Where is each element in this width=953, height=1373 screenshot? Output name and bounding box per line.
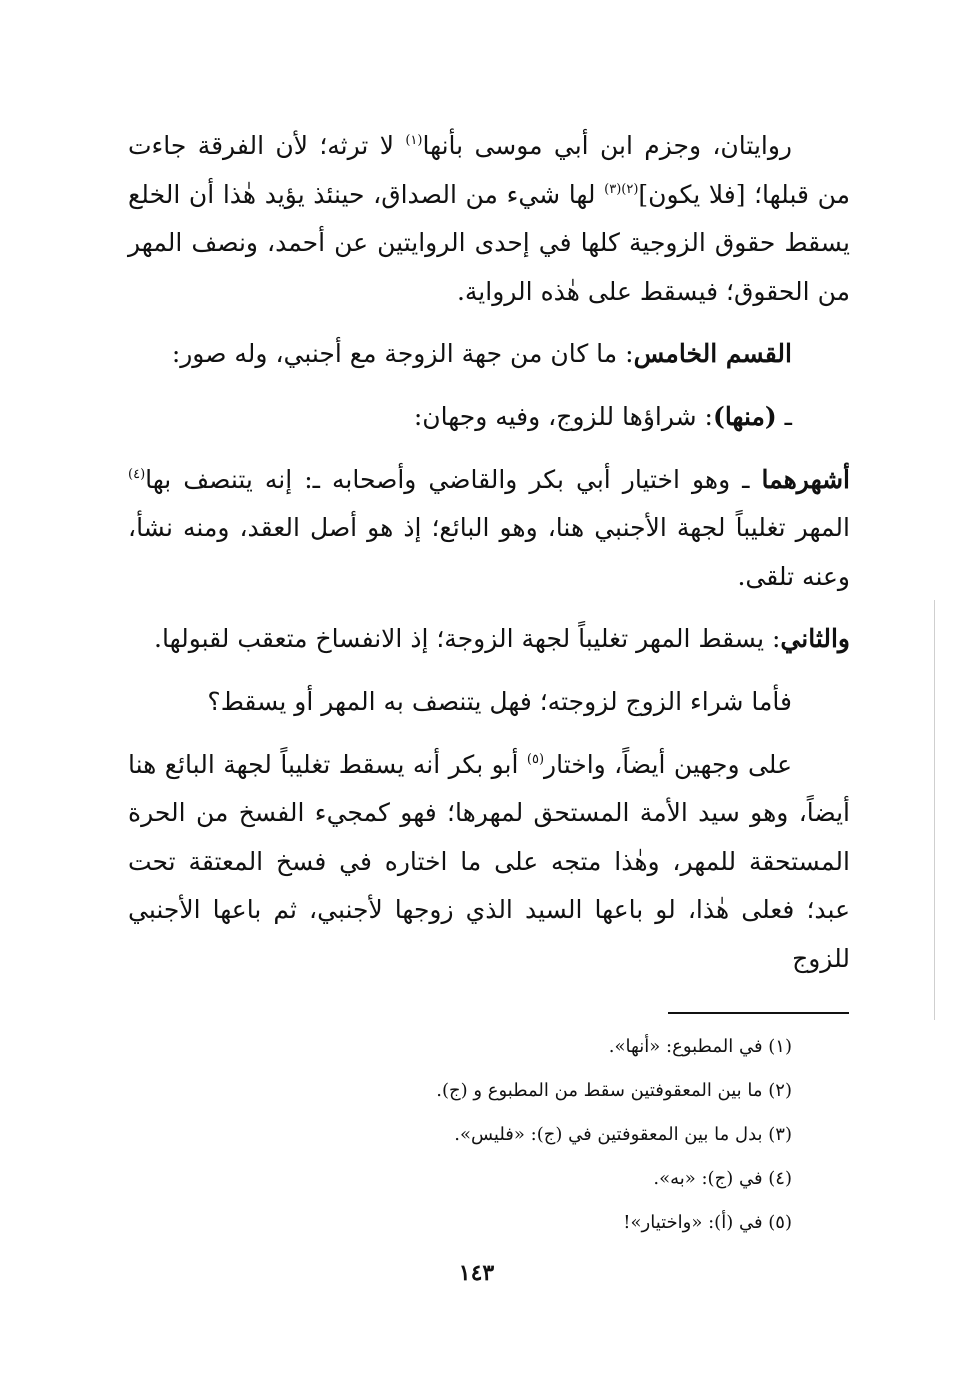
paragraph-3 <box>128 393 850 442</box>
paragraph-4-text-b: المهر تغليباً لجهة الأجنبي هنا، وهو البائع؛ إذ هو أصل العقد، ومنه نشأ، وعنه تلقى. <box>128 513 850 591</box>
paragraph-4 <box>128 456 850 602</box>
footnote-ref-2-3: (٢)(٣) <box>604 181 639 197</box>
label-minha: (منها) <box>712 401 777 431</box>
footnotes <box>128 1025 792 1245</box>
section-heading-fifth: القسم الخامس <box>633 339 792 369</box>
paragraph-1-text-a: روايتان، وجزم ابن أبي موسى بأنها <box>422 131 792 160</box>
paragraph-5 <box>128 615 850 664</box>
paragraph-7-text-a: على وجهين أيضاً، واختار <box>544 749 792 779</box>
footnote-ref-5: (٥) <box>526 751 545 767</box>
paragraph-3-dash: ـ <box>776 401 792 431</box>
footnote-3: (٣) بدل ما بين المعقوفتين في (ج): «فليس». <box>454 1124 792 1145</box>
paragraph-4-text-a: ـ وهو اختيار أبي بكر والقاضي وأصحابه ـ: إنه يتنصف بها <box>145 464 762 494</box>
paragraph-6-text: فأما شراء الزوج لزوجته؛ فهل يتنصف به المهر أو يسقط؟ <box>207 686 792 716</box>
paragraph-2-text: : ما كان من جهة الزوجة مع أجنبي، وله صور: <box>171 339 634 369</box>
footnote-2: (٢) ما بين المعقوفتين سقط من المطبوع و (ج). <box>436 1080 792 1101</box>
footnote-1: (١) في المطبوع: «أنها». <box>608 1036 792 1057</box>
paragraph-1 <box>128 122 850 316</box>
scan-edge-line <box>934 600 935 1020</box>
paragraph-2 <box>128 330 850 379</box>
label-ashharuhuma: أشهرهما <box>761 464 850 494</box>
paragraph-7-text-b: أبو بكر أنه يسقط تغليباً لجهة البائع هنا أيضاً، وهو سيد الأمة المستحق لمهرها؛ فهو كمجيء الفسخ من الحرة المستحقة للمهر، وهٰذا متجه على ما اختاره في فسخ المعتقة تحت عبد؛ فعلى هٰذا، لو باعها السيد الذي زوجها لأجنبي، ثم باعها الأجنبي للزوج <box>128 749 850 973</box>
paragraph-7 <box>128 741 850 984</box>
paragraph-3-text: : شراؤها للزوج، وفيه وجهان: <box>413 401 713 431</box>
paragraph-1-text-c: لها شيء من الصداق، حينئذ يؤيد هٰذا أن الخلع يسقط حقوق الزوجية كلها في إحدى الروايتين عن أحمد، ونصف المهر من الحقوق؛ فيسقط على هٰذه الرواية. <box>128 179 850 306</box>
footnote-ref-4: (٤) <box>128 466 146 482</box>
paragraph-6 <box>128 678 850 727</box>
footnote-4: (٤) في (ج): «به». <box>653 1168 792 1189</box>
paragraph-1-text-b: لا ترثه؛ لأن الفرقة جاءت من قبلها؛ [فلا يكون] <box>128 131 850 209</box>
footnote-separator <box>668 1012 849 1014</box>
footnote-ref-1: (١) <box>405 133 423 148</box>
page-number: ١٤٣ <box>458 1260 495 1286</box>
main-text <box>128 122 850 984</box>
footnote-5: (٥) في (أ): «واختيار»! <box>623 1212 792 1233</box>
label-althani: والثاني <box>780 624 850 654</box>
paragraph-5-text: : يسقط المهر تغليباً لجهة الزوجة؛ إذ الانفساخ متعقب لقبولها. <box>154 624 781 654</box>
